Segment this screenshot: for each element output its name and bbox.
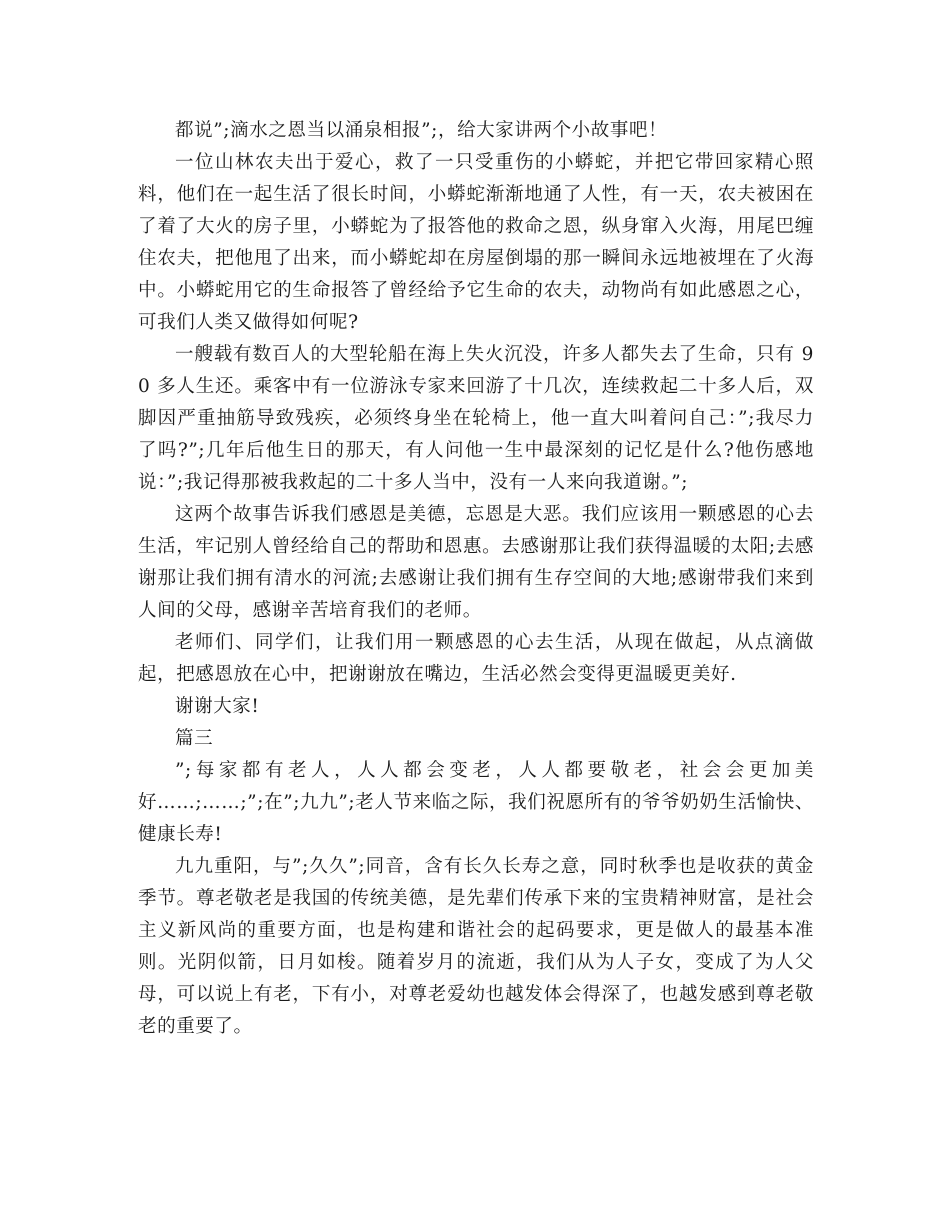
paragraph-story-snake: 一位山林农夫出于爱心，救了一只受重伤的小蟒蛇，并把它带回家精心照料，他们在一起生活了很长时间，小蟒蛇渐渐地通了人性，有一天，农夫被困在了着了大火的房子里，小蟒蛇为了报答他的救命之恩，纵身窜入火海，用尾巴缠住农夫，把他甩了出来，而小蟒蛇却在房屋倒塌的那一瞬间永远地被埋在了火海中。小蟒蛇用它的生命报答了曾经给予它生命的农夫，动物尚有如此感恩之心，可我们人类又做得如何呢?: [138, 152, 814, 333]
paragraph-lesson: 这两个故事告诉我们感恩是美德，忘恩是大恶。我们应该用一颗感恩的心去生活，牢记别人曾经给自己的帮助和恩惠。去感谢那让我们获得温暖的太阳;去感谢那让我们拥有清水的河流;去感谢让我们拥有生存空间的大地;感谢带我们来到人间的父母，感谢辛苦培育我们的老师。: [138, 504, 814, 621]
paragraph-call-to-action: 老师们、同学们，让我们用一颗感恩的心去生活，从现在做起，从点滴做起，把感恩放在心中，把谢谢放在嘴边，生活必然会变得更温暖更美好.: [138, 632, 814, 685]
paragraph-story-swimmer: 一艘载有数百人的大型轮船在海上失火沉没，许多人都失去了生命，只有 90 多人生还。乘客中有一位游泳专家来回游了十几次，连续救起二十多人后，双脚因严重抽筋导致残疾，必须终身坐在轮椅上，他一直大叫着问自己：”;我尽力了吗?”;几年后他生日的那天，有人问他一生中最深刻的记忆是什么?他伤感地说：”;我记得那被我救起的二十多人当中，没有一人来向我道谢。”;: [138, 344, 814, 493]
section-heading: 篇三: [175, 728, 214, 749]
paragraph-double-ninth: 九九重阳，与”;久久”;同音，含有长久长寿之意，同时秋季也是收获的黄金季节。尊老敬老是我国的传统美德，是先辈们传承下来的宝贵精神财富，是社会主义新风尚的重要方面，也是构建和谐社会的起码要求，更是做人的最基本准则。光阴似箭，日月如梭。随着岁月的流逝，我们从为人子女，变成了为人父母，可以说上有老，下有小，对尊老爱幼也越发体会得深了，也越发感到尊老敬老的重要了。: [138, 856, 814, 1037]
paragraph-intro: 都说”;滴水之恩当以涌泉相报”;，给大家讲两个小故事吧！: [175, 120, 668, 141]
paragraph-elders-intro: ”;每家都有老人，人人都会变老，人人都要敬老，社会会更加美好……;……;”;在”;九九”;老人节来临之际，我们祝愿所有的爷爷奶奶生活愉快、健康长寿!: [138, 760, 814, 845]
paragraph-thanks: 谢谢大家!: [175, 696, 260, 717]
document-body: [138, 115, 814, 1043]
